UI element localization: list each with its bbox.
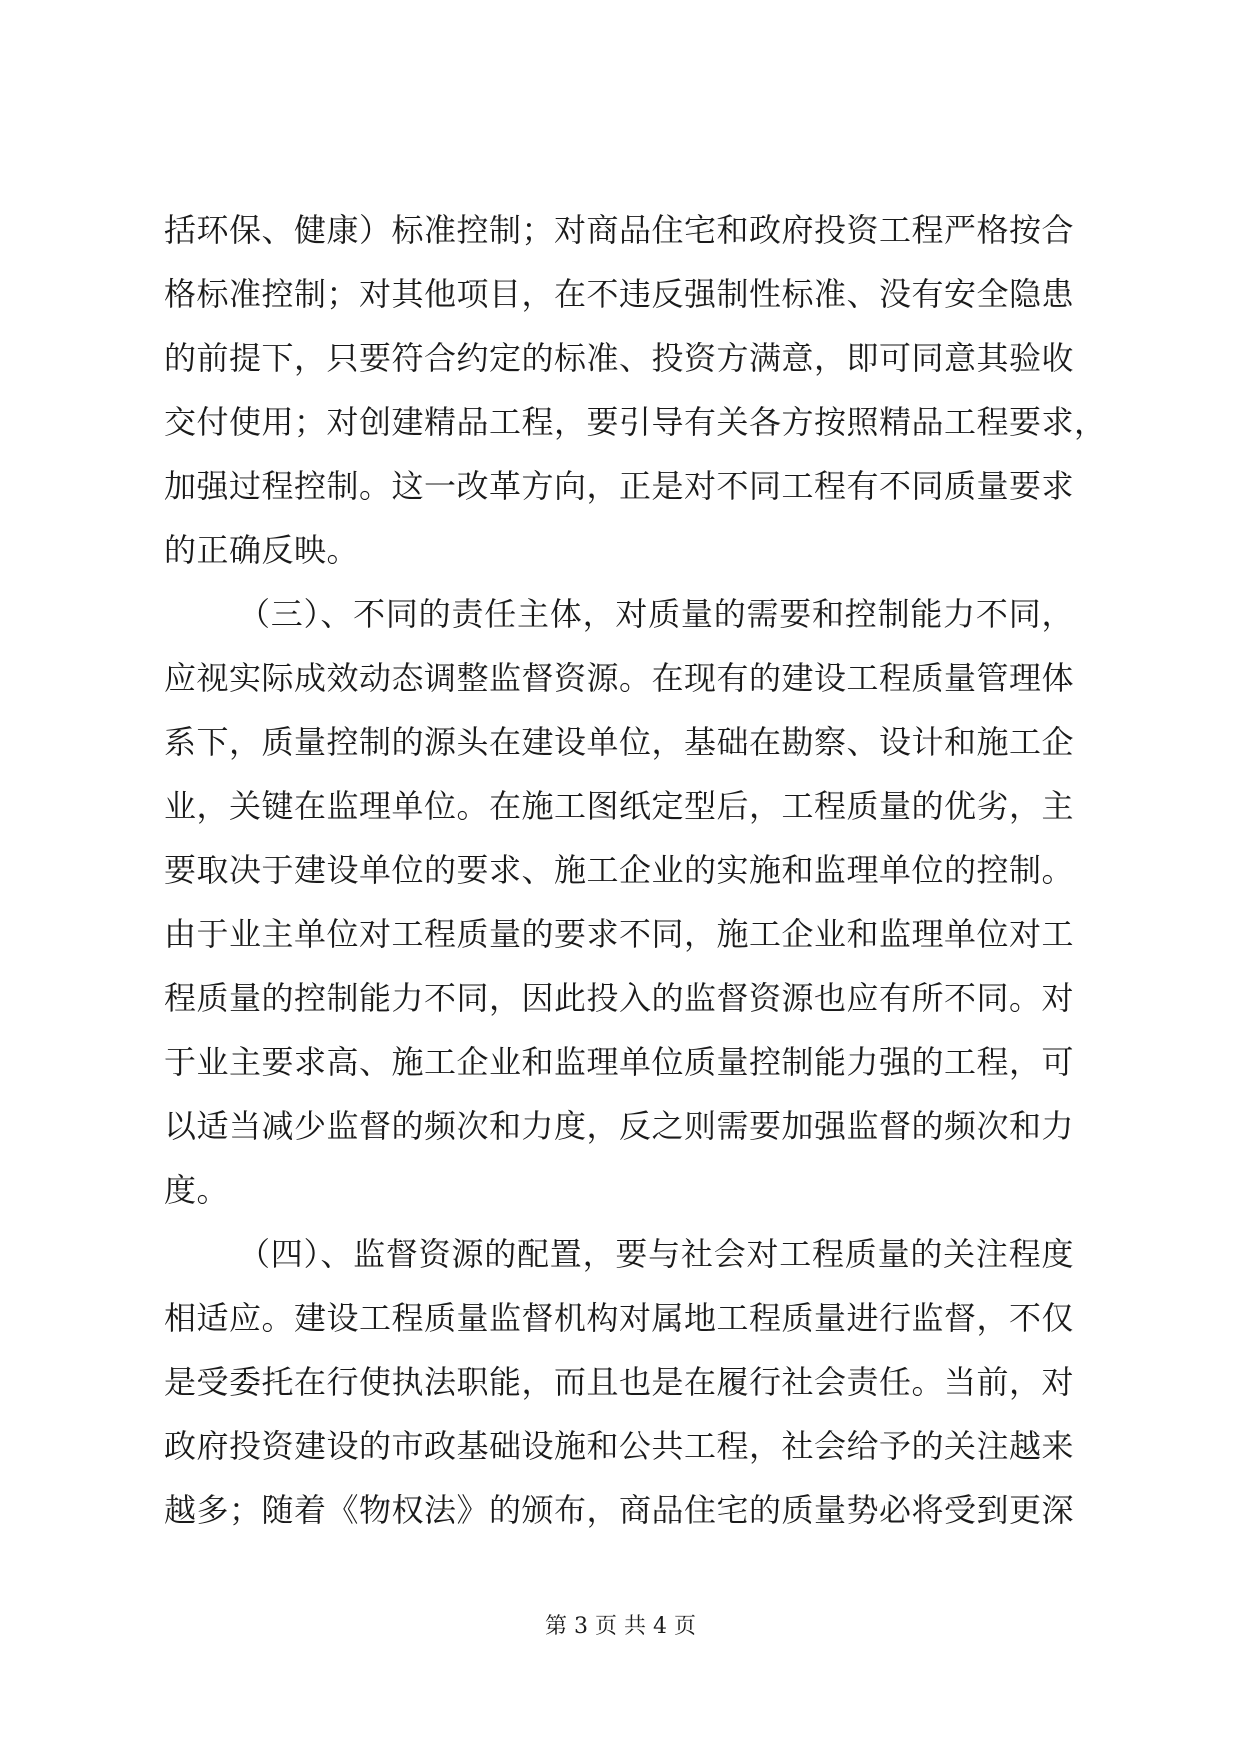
text-line: 格标准控制；对其他项目，在不违反强制性标准、没有安全隐患 — [164, 275, 1075, 313]
paragraph-heading-line: （四）、监督资源的配置，要与社会对工程质量的关注程度 — [238, 1235, 1074, 1273]
text-line: 政府投资建设的市政基础设施和公共工程，社会给予的关注越来 — [164, 1427, 1075, 1465]
text-line: 由于业主单位对工程质量的要求不同，施工企业和监理单位对工 — [164, 915, 1075, 953]
text-line: 要取决于建设单位的要求、施工企业的实施和监理单位的控制。 — [164, 851, 1075, 889]
text-line: 的前提下，只要符合约定的标准、投资方满意，即可同意其验收 — [164, 339, 1075, 377]
text-line: 交付使用；对创建精品工程，要引导有关各方按照精品工程要求， — [164, 403, 1107, 441]
text-line: 相适应。建设工程质量监督机构对属地工程质量进行监督，不仅 — [164, 1299, 1075, 1337]
text-line: 的正确反映。 — [164, 531, 360, 569]
paragraph-heading-line: （三）、不同的责任主体，对质量的需要和控制能力不同， — [238, 595, 1074, 633]
text-line: 加强过程控制。这一改革方向，正是对不同工程有不同质量要求 — [164, 467, 1075, 505]
page-footer: 第 3 页 共 4 页 — [545, 1614, 696, 1639]
text-line: 越多；随着《物权法》的颁布，商品住宅的质量势必将受到更深 — [164, 1491, 1075, 1529]
text-line: 业，关键在监理单位。在施工图纸定型后，工程质量的优劣，主 — [164, 787, 1075, 825]
text-line: 括环保、健康）标准控制；对商品住宅和政府投资工程严格按合 — [164, 211, 1075, 249]
text-line: 是受委托在行使执法职能，而且也是在履行社会责任。当前，对 — [164, 1363, 1075, 1401]
text-line: 程质量的控制能力不同，因此投入的监督资源也应有所不同。对 — [164, 979, 1075, 1017]
text-line: 系下，质量控制的源头在建设单位，基础在勘察、设计和施工企 — [164, 723, 1075, 761]
text-line: 以适当减少监督的频次和力度，反之则需要加强监督的频次和力 — [164, 1107, 1075, 1145]
text-line: 度。 — [164, 1171, 230, 1209]
text-line: 应视实际成效动态调整监督资源。在现有的建设工程质量管理体 — [164, 659, 1075, 697]
text-line: 于业主要求高、施工企业和监理单位质量控制能力强的工程，可 — [164, 1043, 1075, 1081]
